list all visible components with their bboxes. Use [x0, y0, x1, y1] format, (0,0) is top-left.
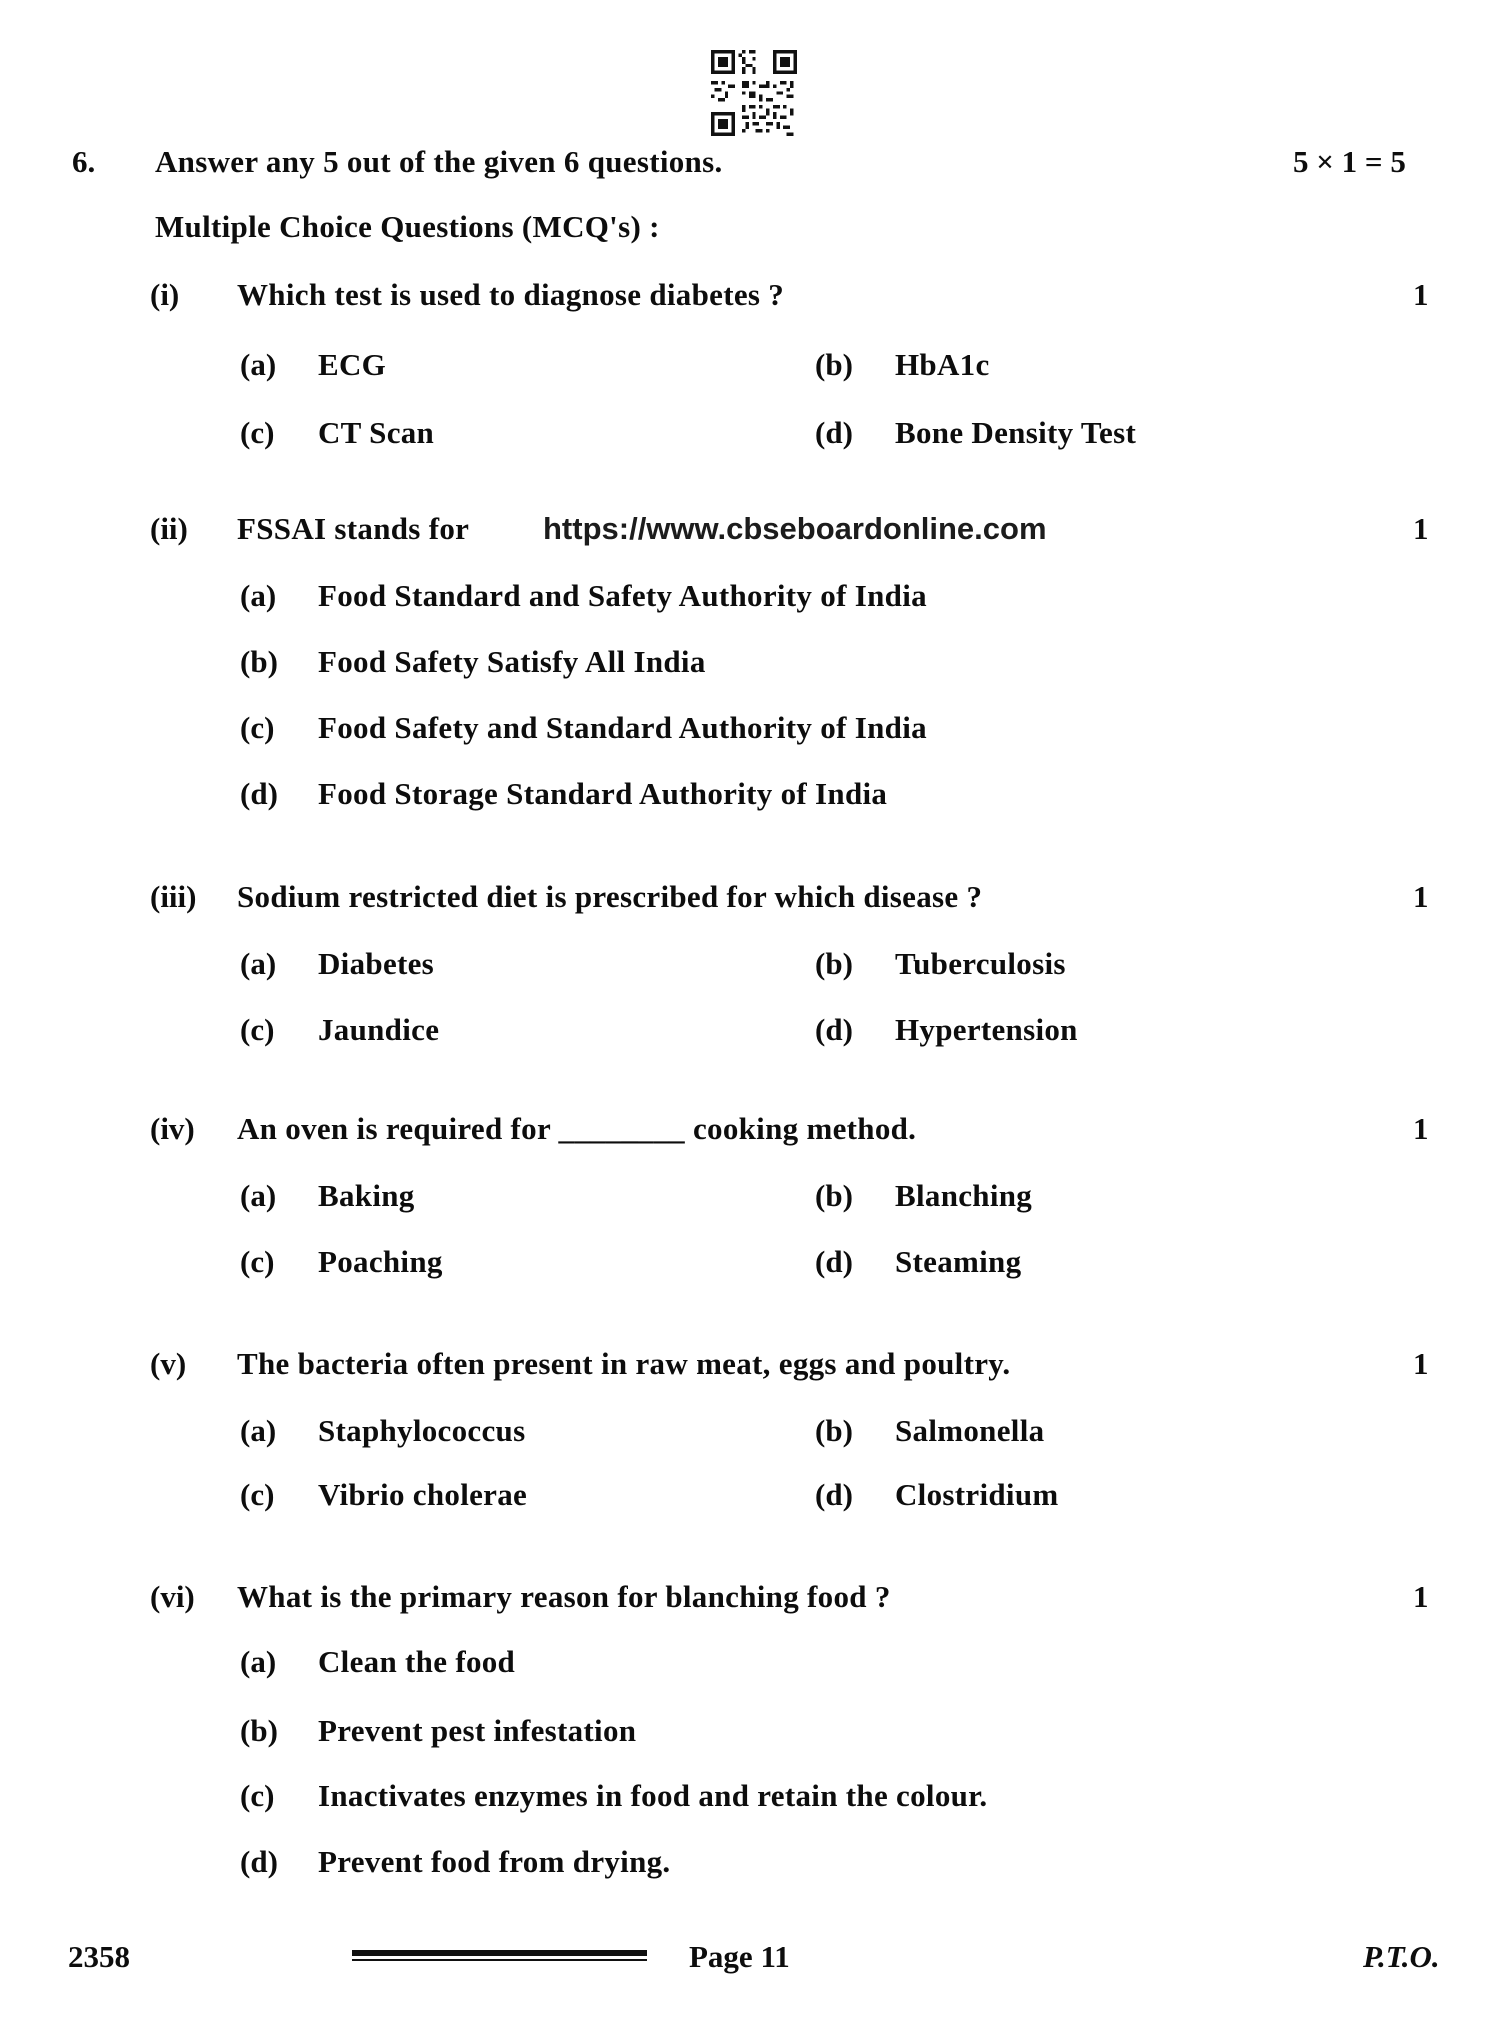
option-label: (c) — [240, 1012, 275, 1047]
question-roman-numeral: (v) — [150, 1346, 187, 1381]
option-label: (c) — [240, 1477, 275, 1512]
marks-badge: 1 — [1413, 1579, 1429, 1614]
option-text: Bone Density Test — [895, 415, 1137, 450]
question-line-iv — [0, 1110, 1505, 1152]
option-label: (c) — [240, 1244, 275, 1279]
paper-code: 2358 — [68, 1939, 130, 1974]
option-label: (b) — [815, 1178, 853, 1213]
mcq-subheading: Multiple Choice Questions (MCQ's) : — [155, 209, 660, 244]
option-text: Poaching — [318, 1244, 443, 1279]
question-text: FSSAI stands for — [237, 511, 470, 546]
option-text: Vibrio cholerae — [318, 1477, 528, 1512]
option-text: Prevent pest infestation — [318, 1713, 637, 1748]
marks-badge: 1 — [1413, 277, 1429, 312]
option-row — [0, 1011, 1505, 1053]
option-text: ECG — [318, 347, 387, 382]
option-text: Hypertension — [895, 1012, 1078, 1047]
marks-formula: 5 × 1 = 5 — [1293, 144, 1406, 179]
option-label: (d) — [240, 776, 278, 811]
option-text: Clostridium — [895, 1477, 1059, 1512]
option-label: (b) — [240, 644, 278, 679]
question-roman-numeral: (vi) — [150, 1579, 195, 1614]
question-text: Sodium restricted diet is prescribed for which disease ? — [237, 879, 983, 914]
option-label: (a) — [240, 1413, 277, 1448]
question-line-iii — [0, 878, 1505, 920]
option-row — [0, 1712, 1505, 1754]
question-text: What is the primary reason for blanching food ? — [237, 1579, 891, 1614]
marks-badge: 1 — [1413, 1111, 1429, 1146]
question-roman-numeral: (iv) — [150, 1111, 195, 1146]
option-label: (d) — [815, 415, 853, 450]
qr-code-icon — [711, 50, 797, 136]
question-number: 6. — [72, 144, 96, 179]
option-row — [0, 775, 1505, 817]
option-text: Food Safety Satisfy All India — [318, 644, 706, 679]
option-row — [0, 1843, 1505, 1885]
question-roman-numeral: (ii) — [150, 511, 188, 546]
option-label: (a) — [240, 1644, 277, 1679]
marks-badge: 1 — [1413, 1346, 1429, 1381]
question-line-ii — [0, 510, 1505, 552]
option-row — [0, 643, 1505, 685]
option-label: (b) — [815, 1413, 853, 1448]
option-text: Food Safety and Standard Authority of India — [318, 710, 927, 745]
option-row — [0, 1476, 1505, 1518]
option-text: Prevent food from drying. — [318, 1844, 671, 1879]
marks-badge: 1 — [1413, 511, 1429, 546]
question-line-vi — [0, 1578, 1505, 1620]
option-text: Food Standard and Safety Authority of India — [318, 578, 927, 613]
question-text: The bacteria often present in raw meat, eggs and poultry. — [237, 1346, 1011, 1381]
option-label: (a) — [240, 347, 277, 382]
marks-badge: 1 — [1413, 879, 1429, 914]
option-text: CT Scan — [318, 415, 435, 450]
question-line-v — [0, 1345, 1505, 1387]
option-text: Staphylococcus — [318, 1413, 526, 1448]
subheading-row — [0, 208, 1505, 250]
option-text: Diabetes — [318, 946, 435, 981]
option-text: Salmonella — [895, 1413, 1045, 1448]
option-label: (d) — [815, 1012, 853, 1047]
option-label: (a) — [240, 946, 277, 981]
option-text: Clean the food — [318, 1644, 516, 1679]
page-number: Page 11 — [689, 1939, 790, 1974]
option-label: (b) — [815, 347, 853, 382]
option-label: (b) — [240, 1713, 278, 1748]
option-text: Steaming — [895, 1244, 1022, 1279]
option-row — [0, 346, 1505, 388]
option-row — [0, 1777, 1505, 1819]
option-row — [0, 414, 1505, 456]
page-footer — [0, 1938, 1505, 1980]
question-roman-numeral: (i) — [150, 277, 180, 312]
question-line-i — [0, 276, 1505, 318]
option-row — [0, 1643, 1505, 1685]
option-label: (a) — [240, 578, 277, 613]
pto-label: P.T.O. — [1363, 1939, 1440, 1974]
footer-divider-line — [352, 1950, 647, 1961]
question-roman-numeral: (iii) — [150, 879, 197, 914]
question-text: An oven is required for ________ cooking method. — [237, 1111, 917, 1146]
option-text: Blanching — [895, 1178, 1033, 1213]
option-row — [0, 709, 1505, 751]
option-row — [0, 1177, 1505, 1219]
option-text: Tuberculosis — [895, 946, 1066, 981]
option-text: Baking — [318, 1178, 415, 1213]
option-label: (b) — [815, 946, 853, 981]
option-text: Food Storage Standard Authority of India — [318, 776, 888, 811]
option-label: (d) — [240, 1844, 278, 1879]
option-text: Jaundice — [318, 1012, 440, 1047]
option-label: (c) — [240, 1778, 275, 1813]
option-label: (c) — [240, 710, 275, 745]
question-heading: Answer any 5 out of the given 6 questions. — [155, 144, 723, 179]
question-text: Which test is used to diagnose diabetes ? — [237, 277, 785, 312]
option-row — [0, 945, 1505, 987]
option-label: (d) — [815, 1477, 853, 1512]
option-row — [0, 1412, 1505, 1454]
option-row — [0, 577, 1505, 619]
option-text: Inactivates enzymes in food and retain the colour. — [318, 1778, 988, 1813]
option-label: (d) — [815, 1244, 853, 1279]
watermark-url: https://www.cbseboardonline.com — [543, 511, 1047, 546]
option-label: (c) — [240, 415, 275, 450]
option-row — [0, 1243, 1505, 1285]
option-text: HbA1c — [895, 347, 990, 382]
option-label: (a) — [240, 1178, 277, 1213]
question-header-row — [0, 143, 1505, 185]
